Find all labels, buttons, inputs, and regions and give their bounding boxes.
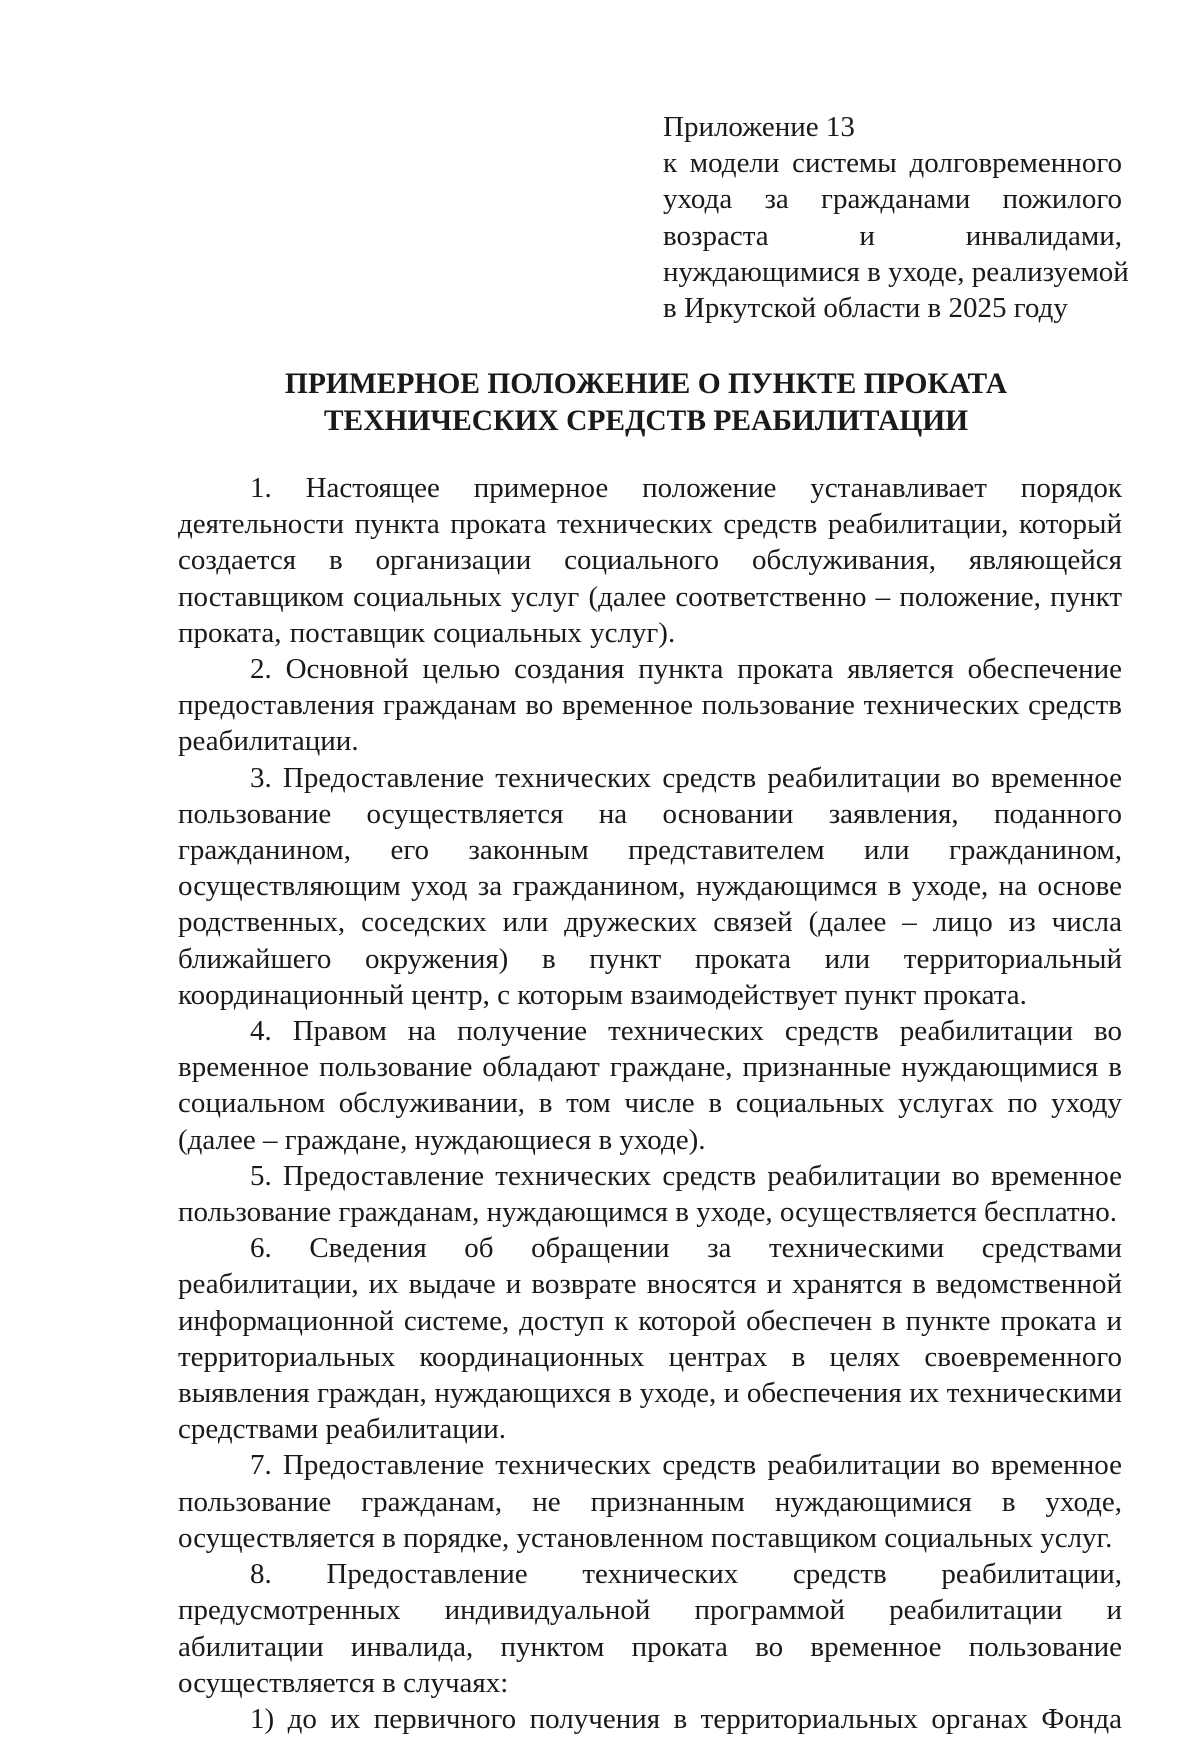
paragraph-6: 6. Сведения об обращении за техническими средствами реабилитации, их выдаче и возврате вносятся и хранятся в ведомственной информационной системе, доступ к которой обеспечен в пункте проката и территориальных координационных центрах в целях своевременного выявления граждан, нуждающихся в уходе, и обеспечения их техническими средствами реабилитации. [178,1232,1122,1446]
document-title-line: ПРИМЕРНОЕ ПОЛОЖЕНИЕ О ПУНКТЕ ПРОКАТА [284,368,1008,400]
paragraph-4: 4. Правом на получение технических средств реабилитации во временное пользование обладают граждане, признанные нуждающимися в социальном обслуживании, в том числе в социальных услугах по уходу (далее – граждане, нуждающиеся в уходе). [178,1015,1122,1156]
appendix-reference-line: возраста и инвалидами, [663,219,1122,252]
paragraph-3: 3. Предоставление технических средств реабилитации во временное пользование осуществляется на основании заявления, поданного гражданином, его законным представителем или гражданином, осуществляющим уход за гражданином, нуждающимся в уходе, на основе родственных, соседских или дружеских связей (далее – лицо из числа ближайшего окружения) в пункт проката или территориальный координационный центр, с которым взаимодействует пункт проката. [178,761,1122,1011]
appendix-reference-line: к модели системы долговременного [663,147,1122,180]
paragraph-8: 8. Предоставление технических средств реабилитации, предусмотренных индивидуальной программой реабилитации и абилитации инвалида, пунктом проката во временное пользование осуществляется в случаях: [178,1558,1122,1699]
document-body [178,470,1122,1737]
document-title [170,366,1122,440]
appendix-reference [663,109,1129,326]
list-item-1: 1) до их первичного получения в территориальных органах Фонда [250,1702,1122,1735]
paragraph-1: 1. Настоящее примерное положение устанавливает порядок деятельности пункта проката технических средств реабилитации, который создается в организации социального обслуживания, являющейся поставщиком социальных услуг (далее соответственно – положение, пункт проката, поставщик социальных услуг). [178,472,1122,649]
appendix-reference-line: ухода за гражданами пожилого [663,183,1122,216]
appendix-number: Приложение 13 [663,111,855,143]
document-title-line: ТЕХНИЧЕСКИХ СРЕДСТВ РЕАБИЛИТАЦИИ [323,405,969,437]
appendix-reference-line: нуждающимися в уходе, реализуемой [663,255,1129,288]
paragraph-7: 7. Предоставление технических средств реабилитации во временное пользование гражданам, не признанным нуждающимися в уходе, осуществляется в порядке, установленном поставщиком социальных услуг. [178,1449,1122,1554]
appendix-reference-line: в Иркутской области в 2025 году [663,292,1068,325]
paragraph-2: 2. Основной целью создания пункта проката является обеспечение предоставления гражданам во временное пользование технических средств реабилитации. [178,653,1122,758]
paragraph-5: 5. Предоставление технических средств реабилитации во временное пользование гражданам, нуждающимся в уходе, осуществляется бесплатно. [178,1159,1122,1229]
